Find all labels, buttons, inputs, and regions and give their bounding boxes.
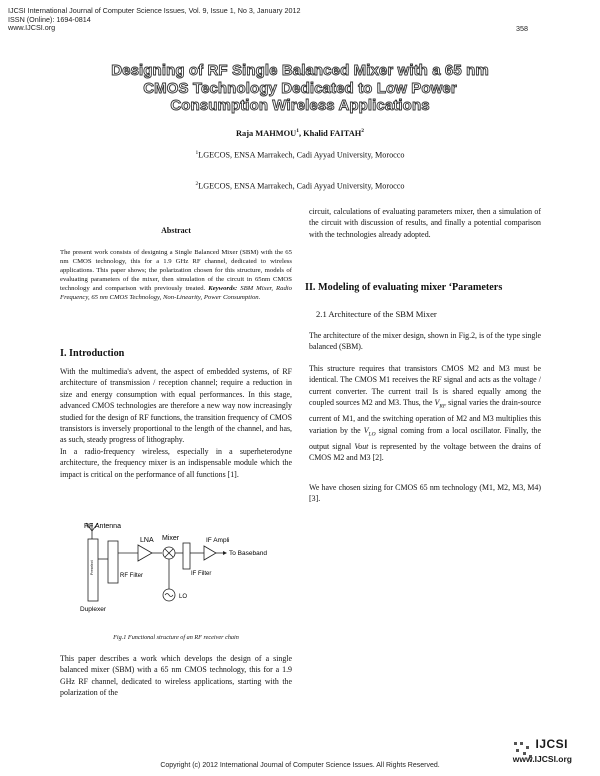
journal-url: www.IJCSI.org (8, 23, 56, 33)
v-lo (363, 425, 376, 438)
journal-title-line: IJCSI International Journal of Computer Science Issues, Vol. 9, Issue 1, No 3, January 2012 (8, 6, 301, 15)
subsection-2-1-heading: 2.1 Architecture of the SBM Mixer (316, 309, 437, 319)
title-line-3: Consumption Wireless Applications (170, 97, 430, 114)
antenna-label: RF Antenna (84, 523, 121, 530)
ijcsi-logo (512, 737, 572, 771)
author-1-sup: 1 (296, 128, 299, 134)
if-filter-block (183, 543, 190, 569)
abstract-heading: Abstract (161, 226, 191, 235)
title-line-1: Designing of RF Single Balanced Mixer with a 65 nm (111, 62, 489, 79)
structure-text-c: signal coming from a local oscillator. Finally, the output signal (309, 425, 541, 451)
journal-header (8, 7, 300, 33)
affiliation-1-sup: 1 (195, 150, 199, 156)
title-line-2: CMOS Technology Dedicated to Low Power (143, 79, 457, 97)
if-filter-label: IF Filter (191, 571, 212, 577)
author-2: Khalid FAITAH (303, 128, 362, 138)
structure-text-b: signal varies the drain-source current of M1, and the switching operation of M2 and M3 multiplies this variation by the (309, 398, 541, 435)
sizing-paragraph: We have chosen sizing for CMOS 65 nm technology (M1, M2, M3, M4) [3]. (309, 483, 541, 504)
lo-label: LO (179, 594, 188, 600)
v-lo-sub: LO (368, 431, 376, 438)
paper-title (60, 62, 540, 115)
authors (0, 128, 600, 138)
v-rf-base: V (434, 398, 440, 408)
abstract-body (60, 248, 292, 303)
section-2-heading: II. Modeling of evaluating mixer ‘Parameters (305, 282, 503, 293)
author-1: Raja MAHMOU (235, 128, 297, 138)
rf-filter-label: RF Filter (120, 573, 143, 579)
if-ampli-label: IF Ampli (206, 537, 230, 544)
v-lo-base: V (363, 425, 369, 435)
rf-receiver-chain-figure (80, 519, 290, 631)
logo-url: www.IJCSI.org (512, 754, 572, 764)
affiliation-1-text: LGECOS, ENSA Marrakech, Cadi Ayyad University, Morocco (198, 150, 405, 160)
arrow-icon (223, 551, 227, 555)
structure-text-a: This structure requires that transistors CMOS M2 and M3 must be identical. The CMOS M1 receives the RF signal and acts as the voltage / current converter. The current trail Is is shared equally among the coupled sources M2 and M3. Thus, the (309, 364, 541, 408)
rf-filter-block (108, 541, 118, 583)
intro-body (60, 366, 292, 480)
figure-caption: Fig.1 Functional structure of an RF receiver chain (113, 634, 239, 641)
preselect-label: Preselect (90, 560, 94, 575)
structure-paragraph (309, 363, 541, 463)
keywords-text: SBM Mixer, Radio Frequency, 65 nm CMOS Technology, Non-Linearity, Power Consumption. (60, 285, 292, 302)
keywords-label: Keywords: (208, 285, 238, 293)
author-2-sup: 2 (361, 128, 365, 134)
architecture-paragraph: The architecture of the mixer design, shown in Fig.2, is of the type single balanced (SBM). (309, 331, 541, 352)
lna-triangle (138, 545, 152, 561)
right-top-paragraph: circuit, calculations of evaluating parameters mixer, then a simulation of the circuit with discussion of results, and finally a potential comparison with the technologies already adopted. (309, 207, 541, 239)
vout: Vout (354, 441, 369, 451)
intro-paragraph-1: With the multimedia's advent, the aspect of embedded systems, of RF architecture of transmission / reception channel; require a reduction in size and energy consumption with equal performances. In this stage, advanced CMOS technologies are therefore a new way now increasingly studied for the design of RF functions, the transition frequency of CMOS transistors is inversely proportional to the length of the channel, and has, as such, steady progress of lithography. (60, 367, 292, 445)
affiliation-2 (0, 181, 600, 191)
v-rf-sub: RF (439, 403, 447, 410)
lna-label: LNA (140, 537, 154, 544)
intro-paragraph-2: In a radio-frequency wireless, especially in a superheterodyne architecture, the frequency mixer is an indispensable module which the impact is critical on the performance of all functions [1]. (60, 446, 292, 479)
page-number: 358 (516, 24, 528, 33)
mixer-label: Mixer (162, 535, 180, 542)
affiliation-1 (0, 150, 600, 160)
issn-line: ISSN (Online): 1694-0814 (8, 14, 91, 24)
abstract-text: The present work consists of designing a Single Balanced Mixer (SBM) with the 65 nm CMOS technology, this for a 1.9 GHz RF channel, dedicated to wireless applications. This paper shows; the polarization chosen for this structure, models of evaluating parameters of the mixer, then simulation of the circuit in 65nm CMOS technology and comparison with previously treated. (60, 249, 292, 293)
logo-text: IJCSI (535, 737, 568, 751)
v-rf (434, 398, 447, 410)
duplexer-label: Duplexer (80, 606, 107, 613)
affiliation-2-text: LGECOS, ENSA Marrakech, Cadi Ayyad University, Morocco (198, 181, 405, 191)
structure-text-d: is represented by the voltage between the drains of CMOS M2 and M3 [2]. (309, 441, 541, 462)
affiliation-2-sup: 2 (195, 181, 199, 187)
copyright-footer: Copyright (c) 2012 International Journal of Computer Science Issues. All Rights Reserved. (160, 762, 440, 769)
if-amp-triangle (204, 546, 216, 560)
author-separator: , (298, 128, 304, 138)
intro-heading: I. Introduction (60, 348, 125, 359)
baseband-label: To Baseband (229, 550, 267, 557)
intro-paragraph-3: This paper describes a work which develops the design of a single balanced mixer (SBM) with a 65 nm CMOS technology, this for a 1.9 GHz RF channel, dedicated to wireless applications, starting with the polarization of the (60, 654, 292, 698)
